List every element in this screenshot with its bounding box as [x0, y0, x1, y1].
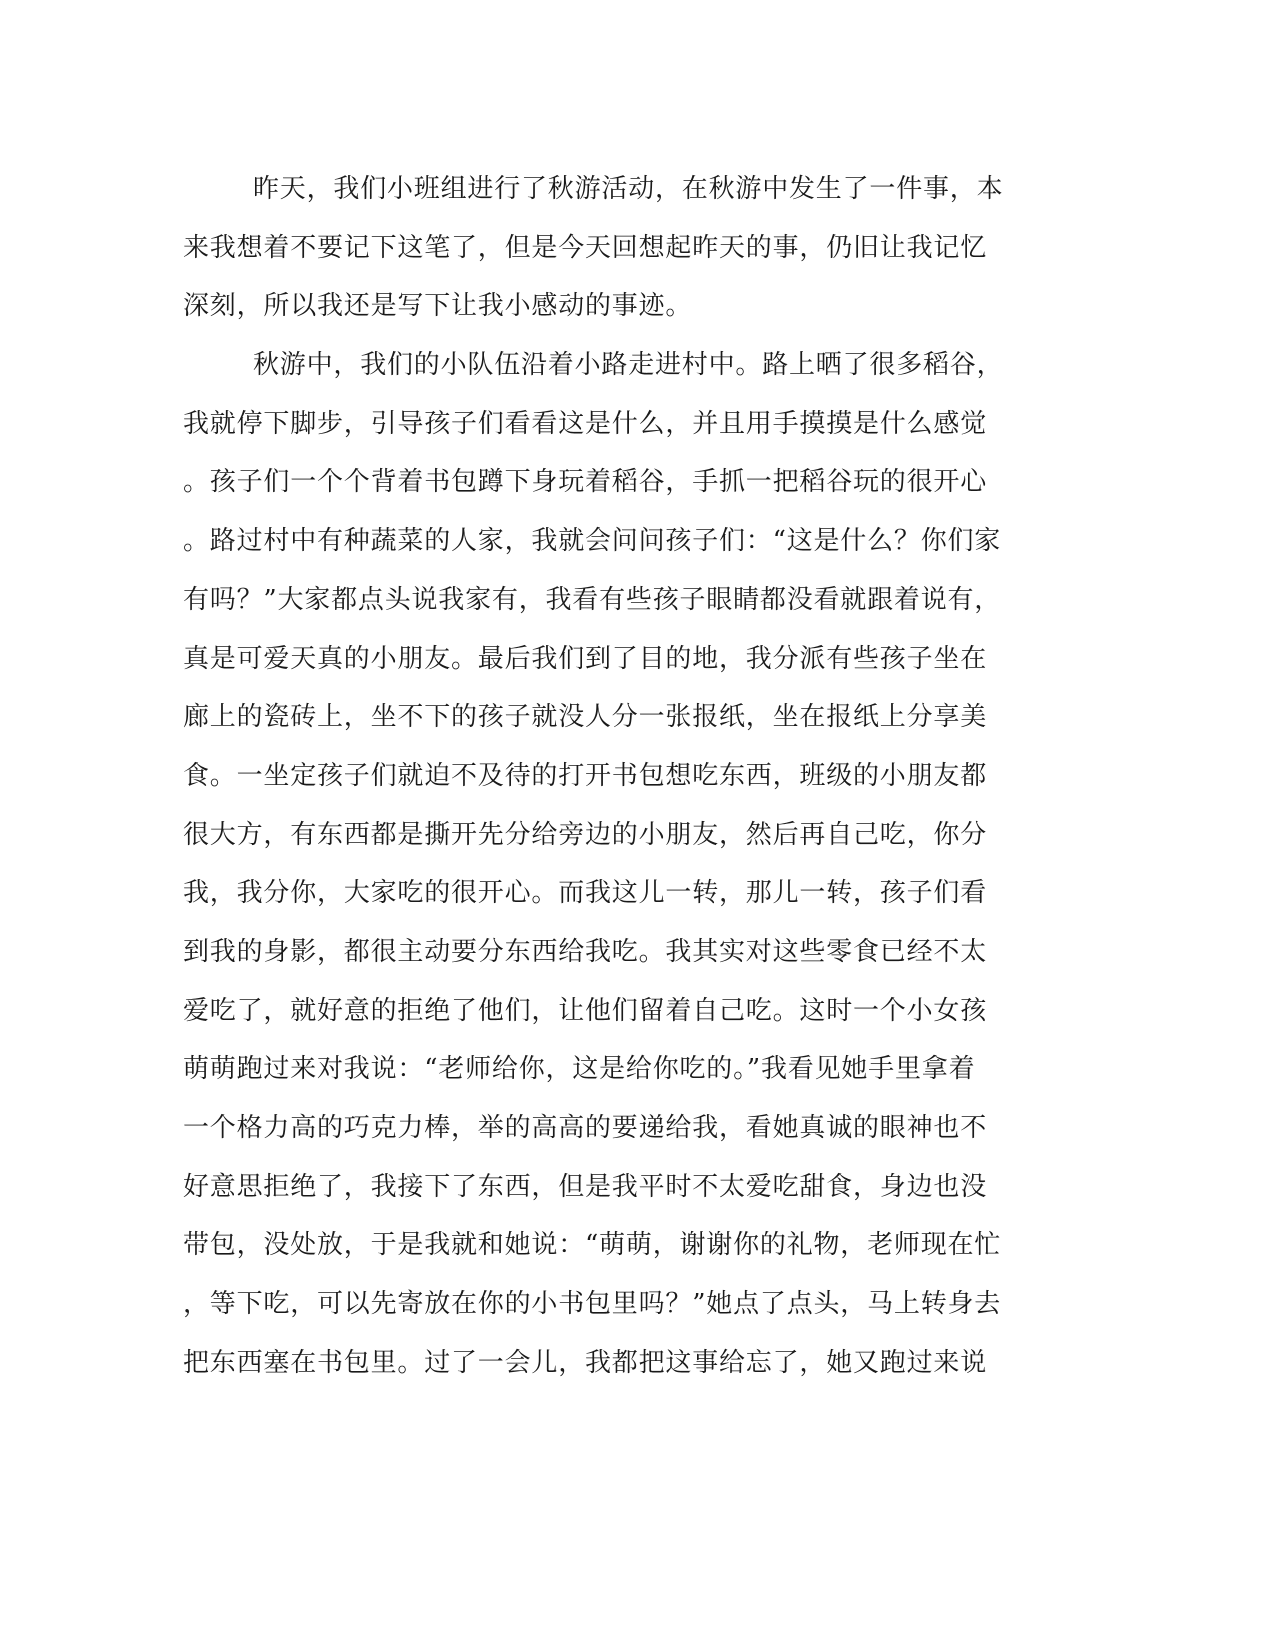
text-line: 廊上的瓷砖上，坐不下的孩子就没人分一张报纸，坐在报纸上分享美 — [183, 702, 988, 733]
text-line: 昨天，我们小班组进行了秋游活动，在秋游中发生了一件事，本 — [253, 174, 1004, 204]
text-line: 。路过村中有种蔬菜的人家，我就会问问孩子们：“这是什么？你们家 — [183, 526, 1002, 557]
text-line: 好意思拒绝了，我接下了东西，但是我平时不太爱吃甜食，身边也没 — [183, 1171, 988, 1202]
paragraph-1 — [183, 160, 1028, 336]
text-line: ，等下吃，可以先寄放在你的小书包里吗？”她点了点头，马上转身去 — [183, 1289, 1002, 1320]
text-line: 真是可爱天真的小朋友。最后我们到了目的地，我分派有些孩子坐在 — [183, 643, 988, 674]
text-line: 带包，没处放，于是我就和她说：“萌萌，谢谢你的礼物，老师现在忙 — [183, 1230, 1002, 1261]
document-body — [183, 160, 1028, 1392]
text-line: 秋游中，我们的小队伍沿着小路走进村中。路上晒了很多稻谷， — [253, 350, 1004, 381]
text-line: 我，我分你，大家吃的很开心。而我这儿一转，那儿一转，孩子们看 — [183, 878, 988, 909]
text-line: 一个格力高的巧克力棒，举的高高的要递给我，看她真诚的眼神也不 — [183, 1113, 988, 1143]
text-line: 萌萌跑过来对我说：“老师给你，这是给你吃的。”我看见她手里拿着 — [183, 1054, 976, 1085]
text-line: 食。一坐定孩子们就迫不及待的打开书包想吃东西，班级的小朋友都 — [183, 760, 988, 791]
text-line: 把东西塞在书包里。过了一会儿，我都把这事给忘了，她又跑过来说 — [183, 1347, 988, 1378]
text-line: 爱吃了，就好意的拒绝了他们，让他们留着自己吃。这时一个小女孩 — [183, 995, 988, 1026]
paragraph-2 — [183, 336, 1028, 1392]
text-line: 到我的身影，都很主动要分东西给我吃。我其实对这些零食已经不太 — [183, 936, 988, 967]
text-line: 我就停下脚步，引导孩子们看看这是什么，并且用手摸摸是什么感觉 — [183, 408, 988, 439]
text-line: 很大方，有东西都是撕开先分给旁边的小朋友，然后再自己吃，你分 — [183, 819, 988, 850]
text-line: 。孩子们一个个背着书包蹲下身玩着稻谷，手抓一把稻谷玩的很开心 — [183, 467, 988, 498]
text-line: 有吗？”大家都点头说我家有，我看有些孩子眼睛都没看就跟着说有， — [183, 584, 1002, 615]
text-line: 来我想着不要记下这笔了，但是今天回想起昨天的事，仍旧让我记忆 — [183, 232, 988, 263]
text-line: 深刻，所以我还是写下让我小感动的事迹。 — [183, 291, 693, 322]
